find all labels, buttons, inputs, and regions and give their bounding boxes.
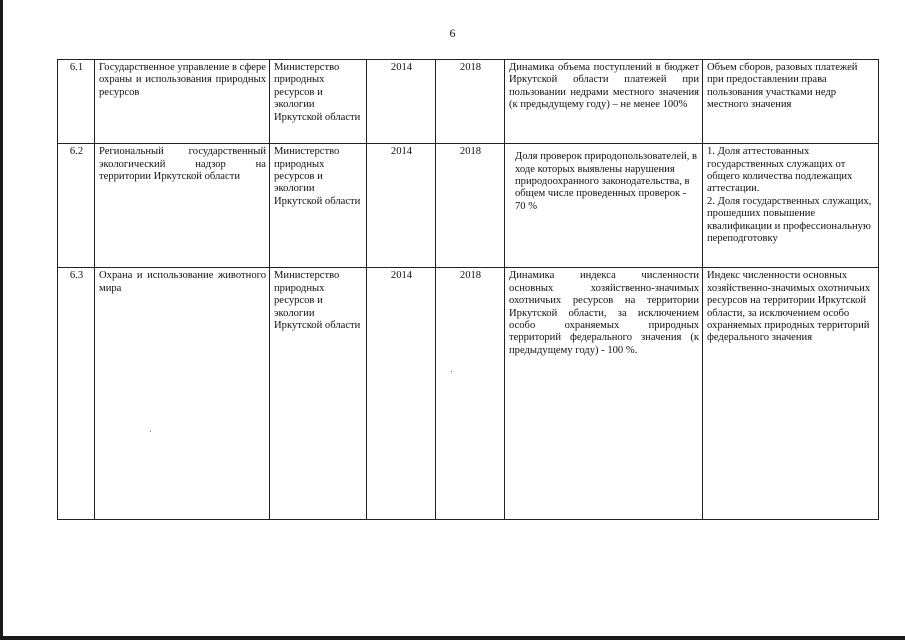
end-year: 2018	[436, 268, 505, 520]
indicator-item: 1. Доля аттестованных государственных служащих от общего количества подлежащих аттестации.	[707, 146, 853, 195]
table-row	[58, 268, 879, 520]
start-year: 2014	[367, 268, 436, 520]
target-indicator	[703, 144, 879, 268]
end-year: 2018	[436, 60, 505, 144]
end-year: 2018	[436, 144, 505, 268]
table-row	[58, 60, 879, 144]
expected-result: Доля проверок природопользователей, в ходе которых выявлены нарушения природоохранного законодательства, в общем числе проведенных проверок - 70 %	[505, 144, 703, 268]
start-year: 2014	[367, 60, 436, 144]
target-indicator: Индекс численности основных хозяйственно-значимых охотничьих ресурсов на территории Иркутской области, за исключением особо охраняемых природных территорий федерального значения	[703, 268, 879, 520]
scan-bottom-edge	[0, 636, 905, 640]
measure-name: Охрана и использование животного мира	[95, 268, 270, 520]
indicator-item: 2. Доля государственных служащих, прошедших повышение квалификации и профессиональную переподготовку	[707, 195, 872, 245]
scan-left-edge	[0, 0, 3, 640]
measure-name: Региональный государственный экологический надзор на территории Иркутской области	[95, 144, 270, 268]
executor: Министерство природных ресурсов и экологии Иркутской области	[270, 60, 367, 144]
page-number: 6	[449, 26, 456, 40]
start-year: 2014	[367, 144, 436, 268]
row-number: 6.3	[58, 268, 95, 520]
measure-name: Государственное управление в сфере охраны и использования природных ресурсов	[95, 60, 270, 144]
row-number: 6.1	[58, 60, 95, 144]
scan-speck	[451, 371, 452, 372]
row-number: 6.2	[58, 144, 95, 268]
scan-speck	[150, 431, 151, 432]
table-row	[58, 144, 879, 268]
expected-result: Динамика объема поступлений в бюджет Иркутской области платежей при пользовании недрами местного значения (к предыдущему году) – не менее 100%	[505, 60, 703, 144]
expected-result: Динамика индекса численности основных хозяйственно-значимых охотничьих ресурсов на территории Иркутской области, за исключением особо охраняемых природных территорий федерального значения (к предыдущему году) - 100 %.	[505, 268, 703, 520]
measures-table	[57, 59, 879, 520]
executor: Министерство природных ресурсов и экологии Иркутской области	[270, 268, 367, 520]
target-indicator: Объем сборов, разовых платежей при предоставлении права пользования участками недр местного значения	[703, 60, 879, 144]
executor: Министерство природных ресурсов и экологии Иркутской области	[270, 144, 367, 268]
